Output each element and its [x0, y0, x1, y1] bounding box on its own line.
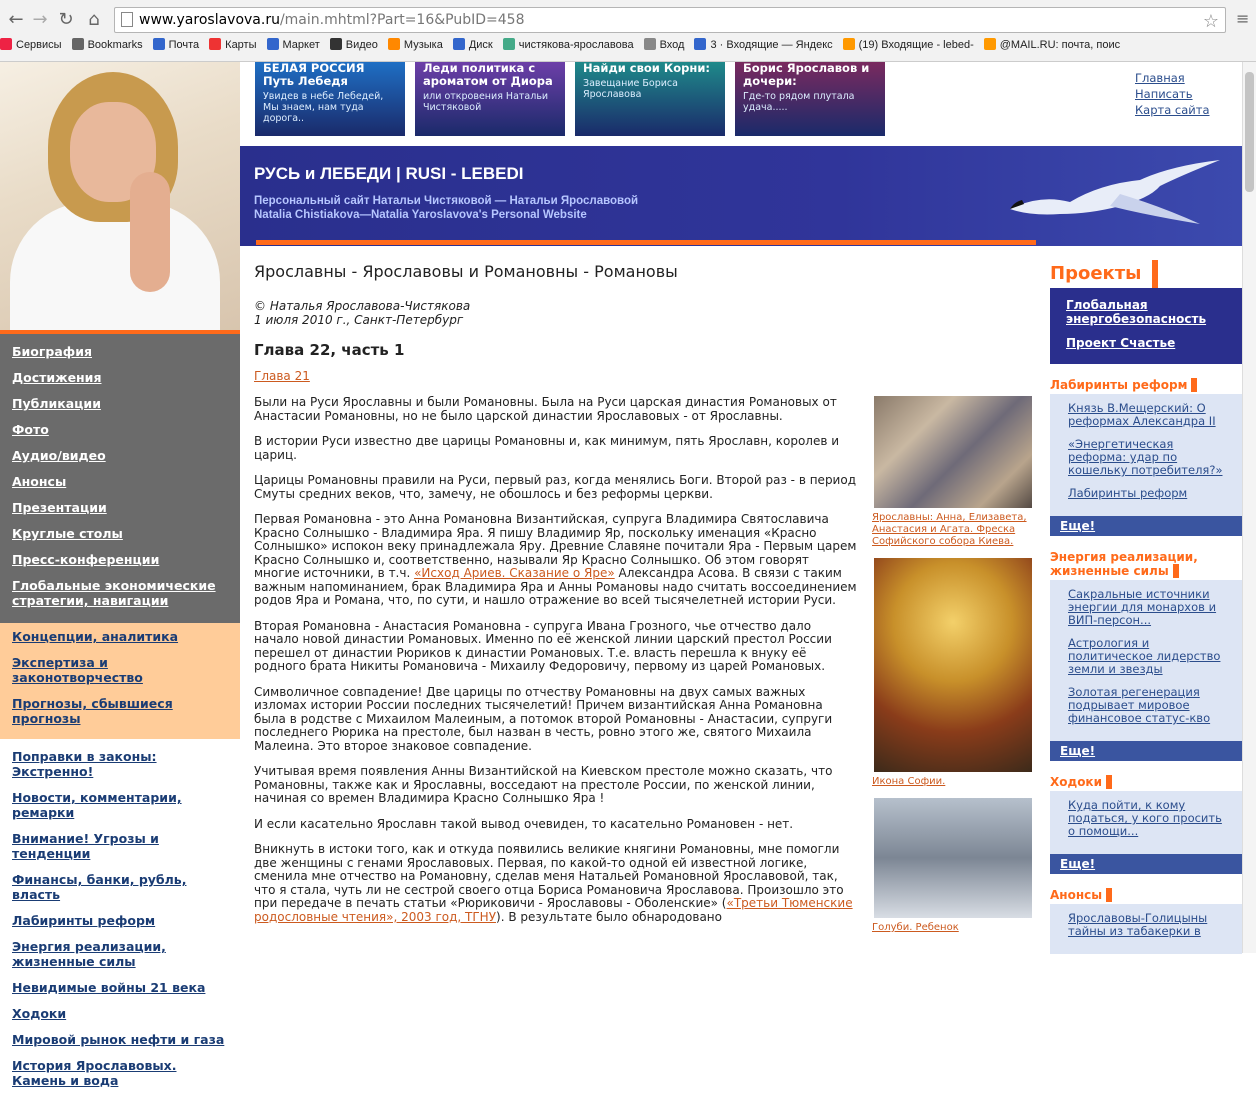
sidebar-link[interactable]: Куда пойти, к кому податься, у кого просить о помощи... [1068, 798, 1222, 838]
bookmark-label: Карты [225, 39, 257, 51]
text: ). В результате было обнародовано [496, 909, 722, 924]
scrollbar-thumb[interactable] [1245, 72, 1254, 192]
site-header [240, 146, 1242, 246]
bookmark-item[interactable] [503, 38, 634, 51]
figure-caption[interactable]: Ярославны: Анна, Елизавета, Анастасия и Агата. Фреска Софийского собора Киева. [872, 512, 1027, 547]
promo-banner[interactable] [575, 62, 725, 136]
banner-subtitle: Где-то рядом плутала удача..... [743, 91, 855, 113]
sidebar-link[interactable]: Сакральные источники энергии для монархов и ВИП-персон... [1068, 587, 1217, 627]
nav-link[interactable]: Лабиринты реформ [12, 913, 156, 928]
bookmark-item[interactable] [388, 38, 443, 51]
right-sidebar [1050, 260, 1242, 953]
banner-title: Леди политика с ароматом от Диора [423, 61, 553, 88]
banner-title: Борис Ярославов и дочери: [743, 61, 870, 88]
article-body [254, 396, 858, 936]
bookmark-label: 3 · Входящие — Яндекс [710, 39, 833, 51]
vertical-scrollbar[interactable] [1242, 62, 1256, 953]
text: Вникнуть в истоки того, как и откуда появились великие княгини Романовны, мне помогли две женщины с генами Ярославовых. Первая, по какой-то одной ей известной логике, сменила мне отчество на Романовну, сделав меня Натальей Романовной Ярославовой, так, что я стала, чуть ли не сестрой своего отца Бориса Романовича Ярославова. Произошло это при передаче в печать статьи «Рюриковичи - Ярославовы - Оболенские» ( [254, 842, 844, 910]
bookmark-label: Почта [168, 39, 200, 51]
bookmark-icon [453, 38, 465, 50]
sidebar-box-body [1050, 791, 1242, 854]
site-title: РУСЬ и ЛЕБЕДИ | RUSI - LEBEDI [254, 164, 524, 183]
bookmark-icon [153, 38, 165, 50]
web-page [0, 61, 1242, 1088]
icon-image[interactable] [874, 558, 1032, 772]
sidebar-box [1050, 773, 1242, 874]
nav-link[interactable]: Экспертиза и законотворчество [12, 655, 143, 685]
sidebar-box-heading [1050, 773, 1242, 791]
browser-chrome [0, 0, 1256, 62]
nav-link[interactable]: Презентации [12, 500, 107, 515]
sidebar-box-heading [1050, 548, 1242, 580]
date: 1 июля 2010 г., Санкт-Петербург [254, 313, 464, 327]
bookmark-icon [267, 38, 279, 50]
bookmark-icon [503, 38, 515, 50]
more-link[interactable]: Еще! [1050, 741, 1242, 761]
menu-icon[interactable]: ≡ [1236, 9, 1250, 28]
sidebar-box-heading [1050, 376, 1242, 394]
banner-title: Найди свои Корни: [583, 61, 710, 75]
bookmark-label: Вход [659, 39, 685, 51]
banner-subtitle: Завещание Бориса Ярославова [583, 78, 678, 100]
home-icon[interactable]: ⌂ [88, 9, 100, 30]
nav-section-analytics [0, 623, 240, 739]
bookmark-item[interactable] [644, 38, 685, 51]
home-link[interactable]: Главная [1135, 71, 1185, 85]
more-link[interactable]: Еще! [1050, 854, 1242, 874]
bookmark-item[interactable] [843, 38, 974, 51]
subtitle-ru: Персональный сайт Натальи Чистяковой — Натальи Ярославовой [254, 195, 639, 207]
more-link[interactable]: Еще! [1050, 516, 1242, 536]
tyumen-readings-link[interactable]: «Третьи Тюменские родословные чтения», 2003 год, ТГНУ [254, 896, 853, 924]
sidebar-link[interactable]: «Энергетическая реформа: удар по кошельку потребителя?» [1068, 437, 1223, 477]
project-link[interactable]: Глобальная энергобезопасность [1066, 298, 1207, 326]
article-byline [254, 299, 1040, 327]
url-path: /main.mhtml?Part=16&PubID=458 [279, 12, 525, 28]
write-link[interactable]: Написать [1135, 87, 1193, 101]
sidebar-box-body [1050, 580, 1242, 741]
chapter-heading: Глава 22, часть 1 [254, 341, 405, 359]
bookmark-label: Видео [345, 39, 378, 51]
nav-section-topics [0, 739, 240, 1105]
bookmark-item[interactable] [72, 38, 143, 51]
banner-title: БЕЛАЯ РОССИЯ Путь Лебедя [263, 61, 365, 88]
divider [256, 240, 1036, 245]
nav-link[interactable]: Невидимые войны 21 века [12, 980, 206, 995]
author-photo [0, 62, 240, 330]
sitemap-link[interactable]: Карта сайта [1135, 103, 1210, 117]
forward-icon[interactable]: → [32, 9, 48, 30]
figure [872, 396, 1032, 548]
heading-text: Лабиринты реформ [1050, 378, 1197, 392]
nav-link[interactable]: Прогнозы, сбывшиеся прогнозы [12, 696, 173, 726]
figure-caption[interactable]: Голуби. Ребенок [872, 922, 959, 933]
left-navigation [0, 334, 240, 1088]
nav-link[interactable]: Аудио/видео [12, 448, 106, 463]
nav-link[interactable]: Биография [12, 344, 92, 359]
bookmark-star-icon[interactable]: ☆ [1202, 11, 1219, 32]
heading-text: Энергия реализации, жизненные силы [1050, 550, 1198, 578]
nav-link[interactable]: Ходоки [12, 1006, 67, 1021]
article-figures [872, 396, 1036, 944]
bookmark-icon [388, 38, 400, 50]
bookmark-item[interactable] [153, 38, 200, 51]
bookmark-icon [0, 38, 12, 50]
bookmark-item[interactable] [267, 38, 320, 51]
bookmark-label: Bookmarks [87, 39, 143, 51]
nav-link[interactable]: Мировой рынок нефти и газа [12, 1032, 225, 1047]
bookmark-label: Сервисы [16, 39, 62, 51]
nav-link[interactable]: История Ярославовых. Камень и вода [12, 1058, 177, 1088]
top-links [1135, 70, 1210, 118]
nav-link[interactable]: Концепции, аналитика [12, 629, 179, 644]
bookmark-item[interactable] [209, 38, 256, 51]
bookmark-label: Диск [468, 39, 493, 51]
prev-chapter-link[interactable]: Глава 21 [254, 369, 310, 383]
bookmark-item[interactable] [453, 38, 493, 51]
bookmark-icon [209, 38, 221, 50]
figure-caption[interactable]: Икона Софии. [872, 776, 946, 787]
projects-box [1050, 288, 1242, 364]
nav-link[interactable]: Глобальные экономические стратегии, навигации [12, 578, 216, 608]
bookmark-item[interactable] [0, 38, 62, 51]
promo-banner[interactable] [415, 62, 565, 136]
bookmark-label: @MAIL.RU: почта, поис [999, 39, 1121, 51]
heading-text: Анонсы [1050, 888, 1112, 902]
text: Первая Романовна - это Анна Романовна Византийская, супруга Владимира Святославича Красно Солнышко - Владимира Яра. Я пишу Владимир Яр, поскольку именация «Красно Солнышко» испокон веку принадлежала Яру. Древние Славяне почитали Яра - Первым царем Красно Солнышко и, соответственно, называли Яр Красно Солнышко. Об этом говорят многие источники, в т.ч. [254, 512, 857, 580]
bookmarks-bar [0, 38, 1256, 58]
author: © Наталья Ярославова-Чистякова [254, 299, 471, 313]
bookmark-label: (19) Входящие - lebed- [858, 39, 974, 51]
top-banners [240, 62, 1242, 146]
paragraph: Были на Руси Ярославны и были Романовны. Была на Руси царская династия Романовых от Анастасии Романовны, но не было царской династии Ярославовых - от Ярославны. [254, 395, 837, 423]
paragraph [254, 513, 858, 608]
paragraph [254, 843, 858, 924]
bookmark-item[interactable] [330, 38, 378, 51]
nav-link[interactable]: Достижения [12, 370, 102, 385]
paragraph: Символичное совпадение! Две царицы по отчеству Романовны на двух самых важных изломах истории России последних тысячелетий! Причем византийская Анна Романовна была в родстве с Михаилом Малеиным, а потомок второй Романовны - Анастасии, супруги последнего Рюрика на престоле, был назван в честь, ровно этого же, святого Михаила Малеина. Это второе знаковое совпадение. [254, 684, 833, 753]
nav-link[interactable]: Пресс-конференции [12, 552, 160, 567]
banner-subtitle: Увидев в небе Лебедей, Мы знаем, нам туда дорога.. [263, 91, 384, 124]
projects-heading: Проекты [1050, 260, 1158, 288]
sidebar-link[interactable]: Астрология и политическое лидерство земли и звезды [1068, 636, 1221, 676]
article [240, 246, 1040, 953]
paragraph: Вторая Романовна - Анастасия Романовна - супруга Ивана Грозного, чье отчество дало начало новой династии Романовых. Именно по её женской линии царский престол России перешел от династии Рюриков к династии Романовых. Т.е. власть перешла к внуку её родного брата Никиты Романовича - Михаилу Федоровичу, первому из царей Романовых. [254, 618, 832, 673]
nav-link[interactable]: Анонсы [12, 474, 67, 489]
bookmark-label: Маркет [282, 39, 320, 51]
sidebar-link[interactable]: Золотая регенерация подрывает мировое финансовое статус-кво [1068, 685, 1211, 725]
article-title: Ярославны - Ярославовы и Романовны - Романовы [254, 262, 678, 281]
back-icon[interactable]: ← [8, 9, 24, 30]
nav-link[interactable]: Фото [12, 422, 49, 437]
bookmark-icon [72, 38, 84, 50]
aryan-exodus-link[interactable]: «Исход Ариев. Сказание о Яре» [414, 566, 615, 580]
sidebar-link[interactable]: Князь В.Мещерский: О реформах Александра II [1068, 401, 1216, 428]
nav-link[interactable]: Поправки в законы: Экстренно! [12, 749, 157, 779]
bookmark-icon [843, 38, 855, 50]
reload-icon[interactable]: ↻ [58, 9, 74, 30]
bookmark-label: Музыка [403, 39, 443, 51]
sidebar-link[interactable]: Лабиринты реформ [1068, 486, 1188, 500]
nav-link[interactable]: Новости, комментарии, ремарки [12, 790, 182, 820]
bookmark-item[interactable] [984, 38, 1120, 51]
figure [872, 798, 1032, 934]
sidebar-box [1050, 376, 1242, 536]
paragraph: И если касательно Ярославн такой вывод очевиден, то касательно Романовен - нет. [254, 816, 794, 831]
nav-link[interactable]: Публикации [12, 396, 101, 411]
sidebar-box-body [1050, 904, 1242, 954]
site-subtitle [254, 194, 638, 222]
promo-banner[interactable] [735, 62, 885, 136]
address-bar[interactable] [114, 7, 1226, 33]
bookmark-icon [644, 38, 656, 50]
nav-link[interactable]: Внимание! Угрозы и тенденции [12, 831, 159, 861]
fresco-image[interactable] [874, 396, 1032, 508]
page-icon [121, 12, 133, 27]
paragraph: В истории Руси известно две царицы Романовны и, как минимум, пять Ярославн, королев и цариц. [254, 434, 840, 462]
heading-text: Ходоки [1050, 775, 1112, 789]
project-link[interactable]: Проект Счастье [1066, 336, 1176, 350]
figure [872, 558, 1032, 788]
bookmark-label: чистякова-ярославова [518, 39, 634, 51]
paragraph: Учитывая время появления Анны Византийской на Киевском престоле можно сказать, что Романовны, также как и Ярославны, восседают на престоле России, по женской линии, начиная со времен Владимира Красно Солнышко Яра ! [254, 764, 833, 805]
sidebar-box-heading [1050, 886, 1242, 904]
banner-subtitle: или откровения Натальи Чистяковой [423, 91, 549, 113]
url-domain: www.yaroslavova.ru [139, 12, 280, 28]
sidebar-box [1050, 886, 1242, 954]
pigeons-image[interactable] [874, 798, 1032, 918]
text: Александра Асова. В связи с таким важным напоминанием, брак Владимира Яра и Анны Романовы надо считать воссоединением родов Яра и Романа, что, по сути, и нашло отражение во всей тысячелетней истории Руси. [254, 566, 857, 607]
nav-link[interactable]: Финансы, банки, рубль, власть [12, 872, 187, 902]
sidebar-box [1050, 548, 1242, 761]
nav-section-main [0, 334, 240, 623]
bookmark-icon [330, 38, 342, 50]
subtitle-en: Natalia Chistiakova—Natalia Yaroslavova's Personal Website [254, 209, 587, 221]
bookmark-icon [694, 38, 706, 50]
sidebar-link[interactable]: Ярославовы-Голицыны тайны из табакерки в [1068, 911, 1208, 938]
bookmark-icon [984, 38, 996, 50]
bookmark-item[interactable] [694, 38, 832, 51]
promo-banner[interactable] [255, 62, 405, 136]
paragraph: Царицы Романовны правили на Руси, первый раз, когда менялись Боги. Второй раз - в период Смуты средних веков, что, замечу, не обошлось и без реформы церкви. [254, 473, 856, 501]
nav-link[interactable]: Энергия реализации, жизненные силы [12, 939, 166, 969]
swan-logo [1000, 154, 1230, 234]
nav-link[interactable]: Круглые столы [12, 526, 123, 541]
sidebar-box-body [1050, 394, 1242, 516]
